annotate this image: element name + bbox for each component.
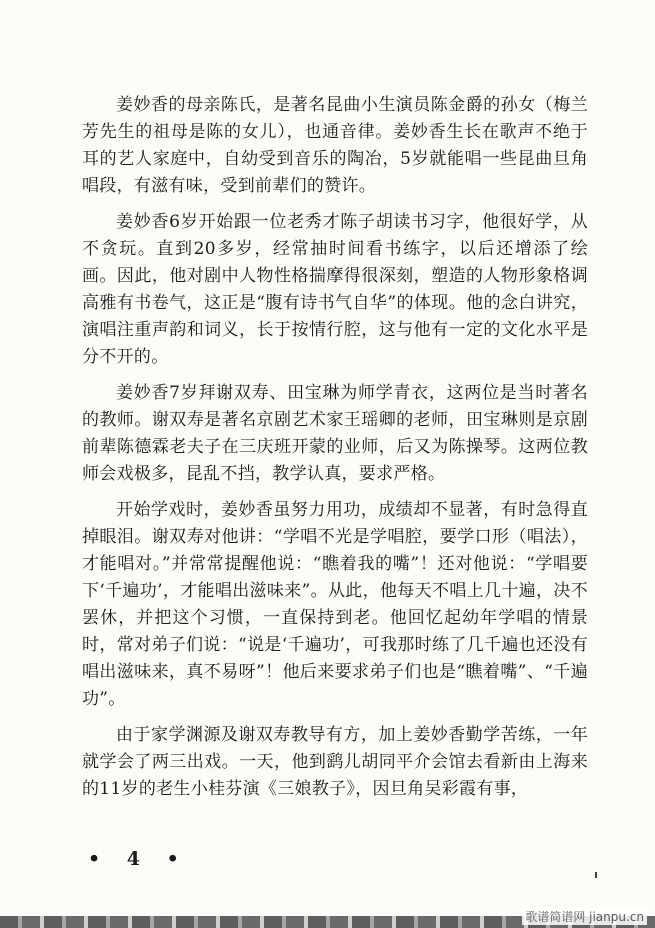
scan-mark [595,872,597,878]
paragraph-1: 姜妙香的母亲陈氏，是著名昆曲小生演员陈金爵的孙女（梅兰芳先生的祖母是陈的女儿），也通音律。姜妙香生长在歌声不绝于耳的艺人家庭中，自幼受到音乐的陶冶，5岁就能唱一些昆曲旦角唱段，有滋有味，受到前辈们的赞许。 [82,95,588,196]
watermark: 歌谱简谱网 jianpu.cn [522,908,647,925]
body-text [82,92,588,812]
paragraph-5: 由于家学渊源及谢双寿教导有方，加上姜妙香勤学苦练，一年就学会了两三出戏。一天，他到鹞儿胡同平介会馆去看新由上海来的11岁的老生小桂芬演《三娘教子》，因旦角吴彩霞有事， [82,725,588,799]
page-number: • 4 • [88,848,189,870]
paragraph-2: 姜妙香6岁开始跟一位老秀才陈子胡读书习字，他很好学，从不贪玩。直到20多岁，经常抽时间看书练字，以后还增添了绘画。因此，他对剧中人物性格揣摩得很深刻，塑造的人物形象格调高雅有书卷气，这正是“腹有诗书气自华”的体现。他的念白讲究，演唱注重声韵和词义，长于按情行腔，这与他有一定的文化水平是分不开的。 [82,212,588,367]
paragraph-4: 开始学戏时，姜妙香虽努力用功，成绩却不显著，有时急得直掉眼泪。谢双寿对他讲：“学唱不光是学唱腔，要学口形（唱法），才能唱对。”并常常提醒他说：“瞧着我的嘴”！还对他说：“学唱要下‘千遍功’，才能唱出滋味来”。从此，他每天不唱上几十遍，决不罢休，并把这个习惯，一直保持到老。他回忆起幼年学唱的情景时，常对弟子们说：“说是‘千遍功’，可我那时练了几千遍也还没有唱出滋味来，真不易呀”！他后来要求弟子们也是“瞧着嘴”、“千遍功”。 [82,500,588,709]
paragraph-3: 姜妙香7岁拜谢双寿、田宝琳为师学青衣，这两位是当时著名的教师。谢双寿是著名京剧艺术家王瑶卿的老师，田宝琳则是京剧前辈陈德霖老夫子在三庆班开蒙的业师，后又为陈操琴。这两位教师会戏极多，昆乱不挡，教学认真，要求严格。 [82,383,588,484]
